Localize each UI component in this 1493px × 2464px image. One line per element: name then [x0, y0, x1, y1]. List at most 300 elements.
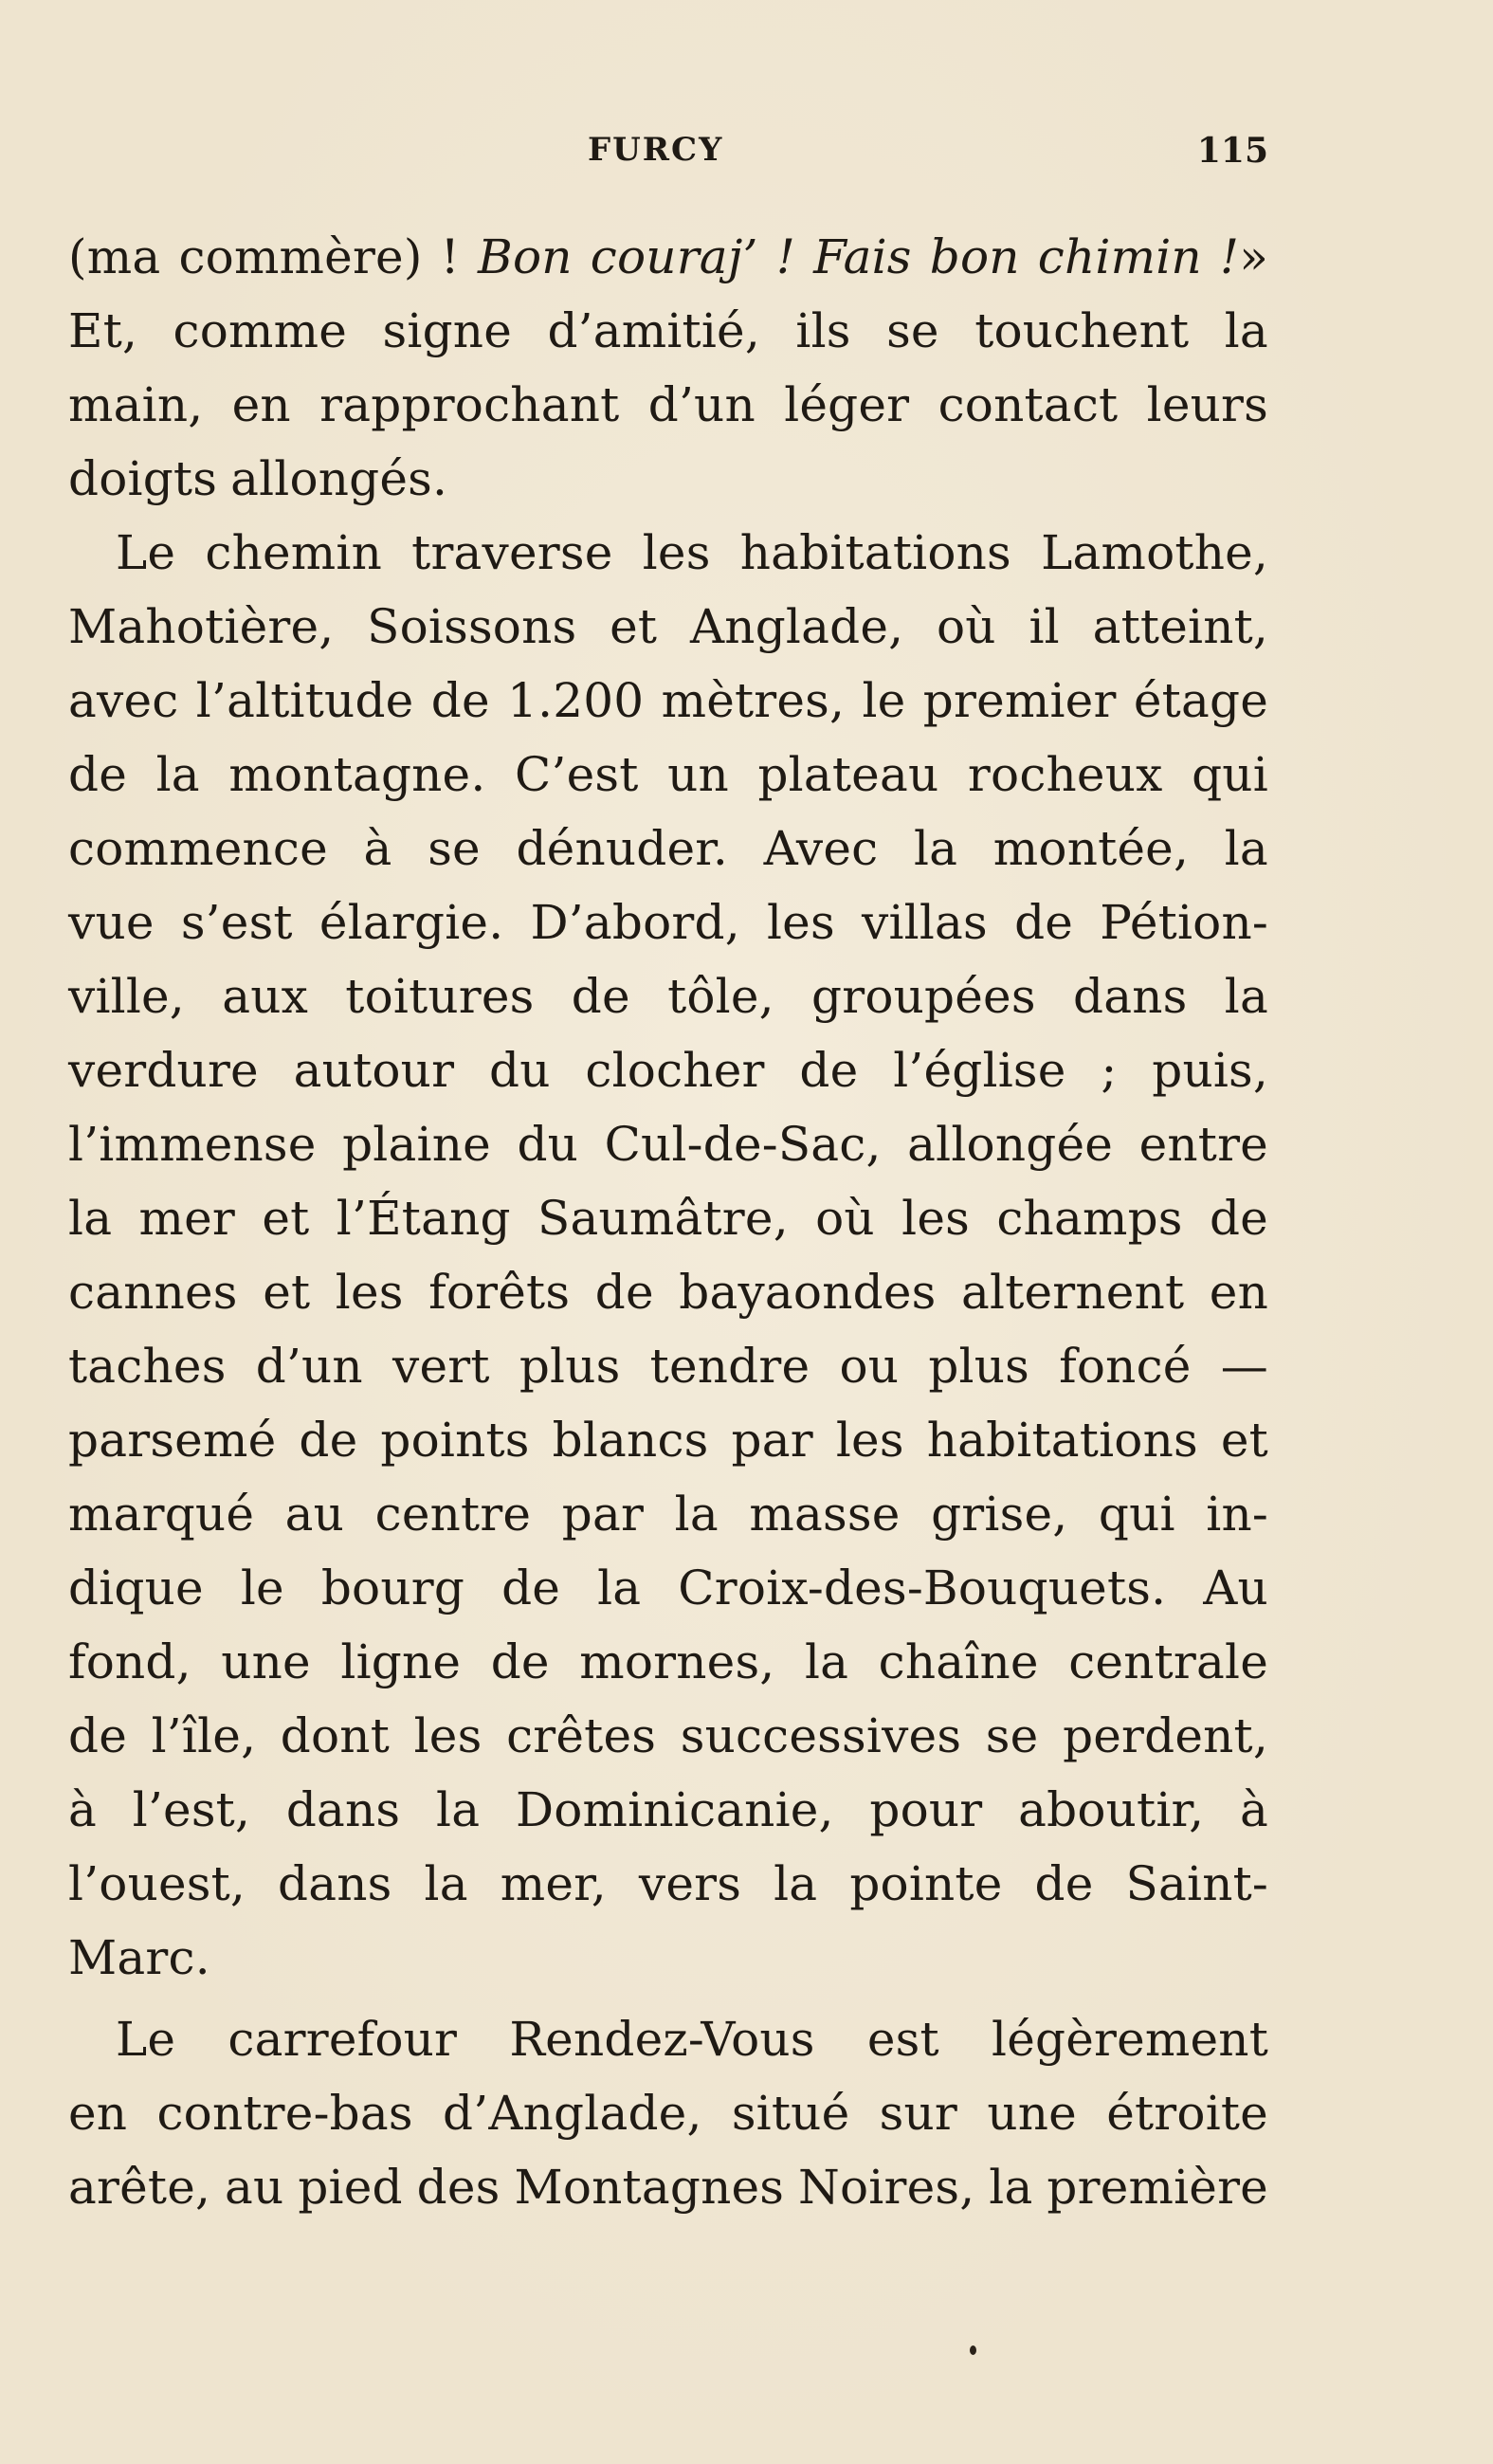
text-line: [68, 1699, 1268, 1773]
text-line: [68, 1033, 1268, 1107]
word: [650, 1329, 810, 1403]
text-run: la: [68, 1191, 113, 1246]
text-run: main,: [68, 377, 204, 432]
text-run: en: [1209, 1265, 1268, 1320]
text-run: les: [835, 1413, 904, 1468]
body-text: [68, 220, 1268, 2224]
text-run: champs: [996, 1191, 1183, 1246]
text-run: autour: [293, 1043, 455, 1098]
word: [1014, 885, 1073, 959]
word: [591, 220, 758, 294]
word: [1047, 2150, 1268, 2224]
text-run: et: [262, 1191, 310, 1246]
word: [68, 738, 127, 812]
word: [514, 2150, 784, 2224]
italic-text: Bon: [478, 229, 573, 284]
text-line: [68, 1255, 1268, 1329]
text-run: centrale: [1068, 1634, 1268, 1689]
word: [68, 885, 155, 959]
text-run: ville,: [68, 969, 185, 1024]
word: [805, 1625, 848, 1699]
word: [68, 1773, 97, 1847]
word: [537, 1181, 789, 1255]
word: [431, 664, 490, 738]
word: [286, 1773, 400, 1847]
text-run: aboutir,: [1018, 1782, 1205, 1837]
text-run: leurs: [1146, 377, 1268, 432]
text-run: dénuder.: [516, 821, 728, 876]
text-run: en: [68, 2086, 128, 2141]
text-run: Mahotière,: [68, 599, 335, 654]
word: [597, 1551, 641, 1625]
text-line: [68, 812, 1268, 885]
word: [68, 442, 217, 516]
word: [996, 1181, 1182, 1255]
text-line: [68, 1107, 1268, 1181]
word: [1134, 664, 1268, 738]
word: [68, 1625, 191, 1699]
word: [133, 1773, 250, 1847]
text-run: dans: [1072, 969, 1188, 1024]
word: [68, 2076, 127, 2150]
word: [285, 1477, 344, 1551]
word: [319, 368, 619, 442]
text-run: —: [1220, 1339, 1268, 1394]
text-run: Avec: [763, 821, 879, 876]
text-run: de: [68, 747, 127, 802]
text-run: dont: [280, 1708, 390, 1763]
word: [1059, 1329, 1191, 1403]
word: [337, 1181, 511, 1255]
text-run: Montagnes: [514, 2160, 785, 2215]
text-run: de: [68, 1708, 127, 1763]
text-run: d’un: [255, 1339, 363, 1394]
text-run: Pétion-: [1100, 895, 1268, 950]
word: [1240, 1773, 1268, 1847]
word: [205, 516, 382, 590]
text-run: Et,: [68, 303, 138, 358]
word: [639, 1847, 741, 1921]
word: [68, 1255, 238, 1329]
text-run: rocheux: [967, 747, 1163, 802]
word: [862, 664, 905, 738]
word: [1063, 1699, 1268, 1773]
text-line: [68, 1551, 1268, 1625]
word: [68, 1699, 127, 1773]
word: [116, 516, 175, 590]
text-run: avec: [68, 673, 179, 728]
word: [364, 812, 392, 885]
text-run: de: [299, 1413, 358, 1468]
word: [1029, 590, 1059, 664]
word: [68, 664, 178, 738]
text-run: habitations: [739, 525, 1011, 580]
text-run: cannes: [68, 1265, 238, 1320]
text-run: arête,: [68, 2160, 211, 2215]
text-run: puis,: [1152, 1043, 1268, 1098]
text-run: !: [440, 229, 460, 284]
text-run: ;: [1101, 1043, 1118, 1098]
text-run: C’est: [515, 747, 639, 802]
word: [764, 812, 879, 885]
text-run: vert: [392, 1339, 490, 1394]
word: [196, 664, 414, 738]
text-run: la: [1224, 821, 1268, 876]
text-run: montagne.: [228, 747, 486, 802]
word: [1073, 959, 1187, 1033]
word: [509, 2002, 814, 2076]
word: [1206, 1477, 1268, 1551]
text-run: vers: [638, 1856, 742, 1911]
text-run: dique: [68, 1561, 204, 1615]
text-line: [68, 664, 1268, 738]
paragraph: [68, 516, 1268, 1995]
text-run: plateau: [757, 747, 939, 802]
text-run: plus: [928, 1339, 1029, 1394]
word: [425, 1847, 468, 1921]
word: [68, 220, 160, 294]
text-run: pied: [298, 2160, 403, 2215]
text-run: ligne: [340, 1634, 462, 1689]
text-run: plus: [519, 1339, 621, 1394]
italic-text: !: [775, 229, 796, 284]
text-run: toitures: [345, 969, 535, 1024]
text-run: perdent,: [1063, 1708, 1268, 1763]
paragraph: [68, 2002, 1268, 2224]
text-run: habitations: [926, 1413, 1198, 1468]
word: [321, 1551, 464, 1625]
text-run: Noires,: [798, 2160, 975, 2215]
text-run: chaîne: [878, 1634, 1039, 1689]
text-run: qui: [1192, 747, 1268, 802]
text-run: crêtes: [506, 1708, 657, 1763]
text-run: allongée: [907, 1117, 1114, 1172]
text-run: marqué: [68, 1487, 255, 1542]
text-run: Le: [116, 2012, 176, 2067]
text-run: se: [428, 821, 481, 876]
text-run: l’altitude: [195, 673, 414, 728]
word: [225, 2150, 283, 2224]
word: [299, 1403, 357, 1477]
word: [221, 1625, 311, 1699]
word: [319, 885, 503, 959]
text-run: touchent: [974, 303, 1190, 358]
text-run: l’Étang: [336, 1191, 511, 1246]
word: [256, 1329, 363, 1403]
text-run: de: [501, 1561, 561, 1615]
word: [795, 294, 850, 368]
word: [68, 1921, 210, 1995]
text-run: de: [490, 1634, 550, 1689]
word: [968, 738, 1163, 812]
text-line: [68, 368, 1268, 442]
word: [1101, 1033, 1117, 1107]
word: [68, 812, 328, 885]
word: [1210, 1255, 1268, 1329]
text-run: alternent: [961, 1265, 1185, 1320]
text-run: ou: [839, 1339, 900, 1394]
text-run: la: [424, 1856, 468, 1911]
word: [937, 590, 996, 664]
word: [1041, 516, 1268, 590]
text-run: qui: [1098, 1487, 1175, 1542]
italic-text: bon: [929, 229, 1020, 284]
word: [667, 959, 774, 1033]
word: [662, 664, 846, 738]
text-run: clocher: [585, 1043, 765, 1098]
word: [690, 590, 903, 664]
word: [68, 368, 203, 442]
word: [515, 738, 639, 812]
word: [931, 1477, 1067, 1551]
text-run: tôle,: [667, 969, 774, 1024]
word: [152, 1699, 257, 1773]
text-run: ils: [795, 303, 851, 358]
word: [767, 885, 835, 959]
word: [585, 1033, 764, 1107]
text-run: Au: [1203, 1561, 1268, 1615]
text-run: traverse: [411, 525, 613, 580]
text-run: il: [1029, 599, 1060, 654]
text-run: du: [488, 1043, 551, 1098]
text-line: [68, 1625, 1268, 1699]
word: [648, 368, 756, 442]
text-run: l’est,: [132, 1782, 251, 1837]
ink-speck: [970, 2345, 976, 2355]
word: [428, 1255, 570, 1329]
text-run: par: [561, 1487, 645, 1542]
word: [880, 2076, 957, 2150]
word: [928, 1329, 1029, 1403]
word: [375, 1477, 532, 1551]
text-run: à: [363, 821, 392, 876]
word: [992, 2002, 1268, 2076]
text-run: vue: [68, 895, 155, 950]
word: [262, 1181, 309, 1255]
text-line: [68, 1847, 1268, 1921]
word: [68, 1181, 112, 1255]
word: [986, 1699, 1039, 1773]
word: [68, 590, 334, 664]
word: [336, 1255, 404, 1329]
word: [241, 1551, 284, 1625]
text-run: dans: [278, 1856, 392, 1911]
word: [740, 516, 1011, 590]
text-run: à: [68, 1782, 98, 1837]
word: [1220, 220, 1268, 294]
text-run: au: [225, 2160, 284, 2215]
word: [987, 2076, 1077, 2150]
text-run: mornes,: [579, 1634, 775, 1689]
text-run: Saumâtre,: [537, 1191, 789, 1246]
text-run: »: [1239, 229, 1268, 284]
text-run: blancs: [552, 1413, 709, 1468]
word: [813, 220, 912, 294]
text-run: la: [674, 1487, 719, 1542]
text-run: dans: [285, 1782, 401, 1837]
text-run: de: [1014, 895, 1074, 950]
text-run: où: [815, 1191, 875, 1246]
text-run: commère): [178, 229, 423, 284]
word: [547, 294, 759, 368]
word: [1210, 1181, 1268, 1255]
text-line: [68, 294, 1268, 368]
text-run: le: [862, 673, 906, 728]
word: [798, 2150, 974, 2224]
text-run: doigts: [68, 451, 218, 506]
word: [1068, 1625, 1268, 1699]
word: [974, 294, 1189, 368]
word: [675, 1477, 719, 1551]
word: [605, 1107, 882, 1181]
word: [478, 220, 573, 294]
text-run: Rendez-Vous: [509, 2012, 815, 2067]
text-run: et: [1220, 1413, 1268, 1468]
text-run: bayaondes: [679, 1265, 937, 1320]
text-run: étage: [1133, 673, 1268, 728]
text-run: est: [866, 2012, 939, 2067]
text-run: se: [985, 1708, 1039, 1763]
word: [68, 959, 185, 1033]
word: [1035, 1847, 1094, 1921]
text-run: fond,: [68, 1634, 191, 1689]
word: [815, 1181, 875, 1255]
text-line: [68, 1329, 1268, 1403]
word: [263, 1255, 310, 1329]
word: [1126, 1847, 1268, 1921]
word: [383, 294, 512, 368]
text-run: allongés.: [230, 451, 448, 506]
word: [230, 442, 447, 516]
word: [501, 1551, 560, 1625]
text-run: et: [610, 599, 658, 654]
word: [1192, 738, 1268, 812]
italic-text: !: [1219, 229, 1240, 284]
word: [869, 1773, 982, 1847]
word: [417, 2150, 501, 2224]
text-run: Soissons: [367, 599, 577, 654]
word: [173, 294, 348, 368]
word: [1203, 1551, 1268, 1625]
word: [414, 1699, 482, 1773]
word: [572, 959, 630, 1033]
text-run: d’amitié,: [547, 303, 760, 358]
text-run: la: [155, 747, 200, 802]
text-run: de: [1209, 1191, 1268, 1246]
word: [681, 1699, 961, 1773]
text-run: la: [804, 1634, 849, 1689]
text-line: [68, 1403, 1268, 1477]
text-run: signe: [382, 303, 512, 358]
text-run: la: [989, 2160, 1033, 2215]
word: [428, 812, 481, 885]
text-run: verdure: [68, 1043, 259, 1098]
word: [345, 959, 534, 1033]
word: [489, 1033, 551, 1107]
text-run: de: [1034, 1856, 1094, 1911]
word: [799, 1033, 858, 1107]
text-run: carrefour: [228, 2012, 458, 2067]
text-run: sur: [879, 2086, 958, 2141]
text-run: taches: [68, 1339, 227, 1394]
text-run: 1.200: [507, 673, 645, 728]
word: [989, 2150, 1032, 2224]
word: [367, 590, 576, 664]
word: [1099, 1477, 1175, 1551]
text-run: le: [240, 1561, 284, 1615]
text-run: de: [594, 1265, 654, 1320]
word: [501, 1847, 607, 1921]
word: [849, 1847, 1002, 1921]
word: [1225, 959, 1268, 1033]
word: [732, 2076, 850, 2150]
word: [68, 1847, 246, 1921]
word: [178, 220, 422, 294]
text-run: aux: [222, 969, 308, 1024]
word: [507, 664, 644, 738]
word: [392, 1329, 490, 1403]
word: [411, 516, 612, 590]
text-run: du: [517, 1117, 579, 1172]
word: [553, 1403, 709, 1477]
word: [961, 1255, 1184, 1329]
word: [811, 959, 1036, 1033]
word: [516, 812, 728, 885]
word: [340, 1625, 461, 1699]
text-run: où: [936, 599, 996, 654]
word: [294, 1033, 455, 1107]
word: [228, 2002, 457, 2076]
word: [139, 1181, 236, 1255]
word: [181, 885, 293, 959]
text-run: au: [284, 1487, 345, 1542]
text-run: Dominicanie,: [515, 1782, 834, 1837]
word: [867, 2002, 939, 2076]
word: [1221, 1329, 1268, 1403]
word: [886, 294, 939, 368]
text-run: de: [799, 1043, 859, 1098]
word: [993, 812, 1189, 885]
word: [380, 1403, 529, 1477]
word: [774, 1847, 817, 1921]
word: [776, 220, 795, 294]
text-run: à: [1239, 1782, 1268, 1837]
word: [1139, 1107, 1268, 1181]
word: [443, 2076, 702, 2150]
text-line: [68, 1181, 1268, 1255]
text-run: commence: [68, 821, 328, 876]
word: [757, 738, 938, 812]
text-line: [68, 2002, 1268, 2076]
word: [732, 1403, 813, 1477]
word: [298, 2150, 402, 2224]
text-run: Cul-de-Sac,: [604, 1117, 882, 1172]
word: [441, 220, 460, 294]
text-run: l’immense: [68, 1117, 317, 1172]
word: [1147, 368, 1268, 442]
word: [1225, 812, 1268, 885]
word: [530, 885, 739, 959]
text-run: des: [416, 2160, 501, 2215]
text-run: Croix-des-Bouquets.: [678, 1561, 1167, 1615]
text-run: foncé: [1059, 1339, 1192, 1394]
word: [68, 2150, 210, 2224]
text-run: d’un: [647, 377, 756, 432]
text-run: première: [1047, 2160, 1268, 2215]
word: [228, 738, 485, 812]
word: [1018, 1773, 1204, 1847]
word: [907, 1107, 1113, 1181]
